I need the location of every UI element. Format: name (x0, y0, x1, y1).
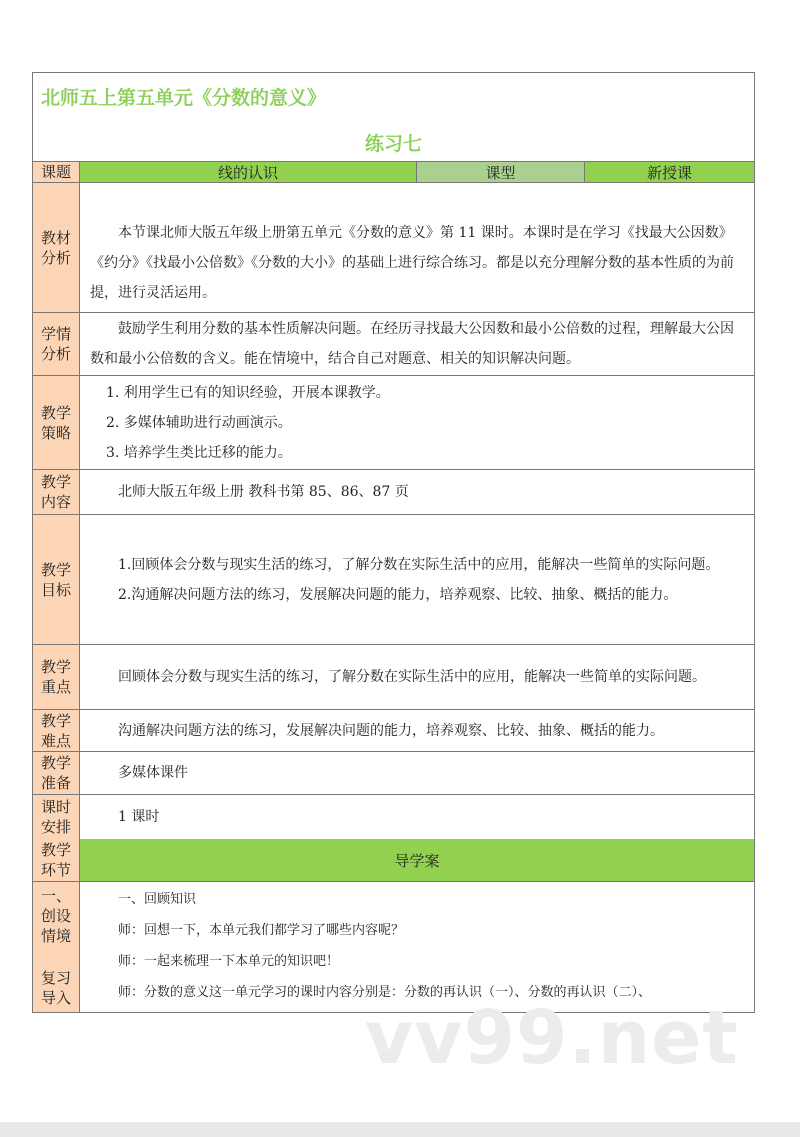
row-label: 教材分析 (33, 183, 80, 312)
content-line: 本节课北师大版五年级上册第五单元《分数的意义》第 11 课时。本课时是在学习《找最大公因数》《约分》《找最小公倍数》《分数的大小》的基础上进行综合练习。都是以充分理解分数的基本性质的为前提，进行灵活运用。 (90, 224, 734, 301)
lesson-plan-table (32, 72, 755, 1013)
content-line: 1. 利用学生已有的知识经验，开展本课教学。 (106, 384, 390, 401)
table-row (33, 313, 754, 376)
content-line: 回顾体会分数与现实生活的练习，了解分数在实际生活中的应用，能解决一些简单的实际问题。 (118, 669, 706, 685)
content-line: 1 课时 (118, 809, 160, 825)
row-label: 教学策略 (33, 376, 80, 469)
table-row (33, 752, 754, 795)
content-line: 沟通解决问题方法的练习，发展解决问题的能力，培养观察、比较、抽象、概括的能力。 (118, 722, 664, 739)
section-row (33, 839, 754, 882)
type-label-cell: 课型 (417, 162, 585, 182)
row-content (80, 376, 754, 469)
topic-cell: 线的认识 (80, 162, 417, 182)
content-line: 北师大版五年级上册 教科书第 85、86、87 页 (118, 484, 409, 500)
row-content (80, 183, 754, 312)
row-content (80, 645, 754, 709)
content-line: 多媒体课件 (118, 765, 188, 781)
table-row (33, 515, 754, 645)
bottom-bar (0, 1122, 800, 1137)
row-content (80, 752, 754, 794)
row-label: 课时安排 (33, 795, 80, 839)
row-content (80, 470, 754, 514)
section-label: 教学环节 (33, 839, 80, 881)
header-row (33, 162, 754, 183)
intro-label (33, 882, 80, 1012)
content-line: 鼓励学生利用分数的基本性质解决问题。在经历寻找最大公因数和最小公倍数的过程，理解最大公因数和最小公倍数的含义。能在情境中，结合自己对题意、相关的知识解决问题。 (90, 321, 734, 367)
intro-row (33, 882, 754, 1012)
content-line: 师：回想一下，本单元我们都学习了哪些内容呢？ (118, 923, 405, 938)
table-row (33, 470, 754, 515)
intro-label-b: 复习导入 (40, 969, 71, 1007)
document-subtitle: 练习七 (364, 133, 422, 155)
title-box (33, 73, 754, 162)
row-label: 教学准备 (33, 752, 80, 794)
content-line: 3. 培养学生类比迁移的能力。 (106, 444, 292, 461)
row-label: 教学内容 (33, 470, 80, 514)
table-row (33, 376, 754, 470)
content-line: 1.回顾体会分数与现实生活的练习，了解分数在实际生活中的应用，能解决一些简单的实际问题。 (118, 556, 720, 573)
row-content (80, 515, 754, 644)
content-line: 师：一起来梳理一下本单元的知识吧！ (118, 954, 340, 969)
content-line: 2. 多媒体辅助进行动画演示。 (106, 414, 292, 431)
row-content (80, 313, 754, 375)
type-value-cell: 新授课 (585, 162, 754, 182)
row-label: 教学重点 (33, 645, 80, 709)
table-row (33, 183, 754, 313)
table-row (33, 710, 754, 752)
watermark: vv99.net (365, 995, 739, 1081)
table-row (33, 645, 754, 710)
row-content (80, 710, 754, 751)
intro-content (80, 882, 754, 1012)
table-row (33, 795, 754, 839)
header-label: 课题 (33, 162, 80, 182)
row-label: 学情分析 (33, 313, 80, 375)
intro-label-a: 一、创设情境 (40, 887, 71, 945)
content-line: 一、回顾知识 (118, 892, 197, 907)
row-label: 教学难点 (33, 710, 80, 751)
content-line: 师：分数的意义这一单元学习的课时内容分别是：分数的再认识（一）、分数的再认识（二）、 (118, 985, 652, 1000)
section-value: 导学案 (80, 839, 754, 881)
row-content (80, 795, 754, 839)
row-label: 教学目标 (33, 515, 80, 644)
document-title: 北师五上第五单元《分数的意义》 (41, 87, 327, 109)
content-line: 2.沟通解决问题方法的练习，发展解决问题的能力，培养观察、比较、抽象、概括的能力。 (118, 586, 678, 603)
